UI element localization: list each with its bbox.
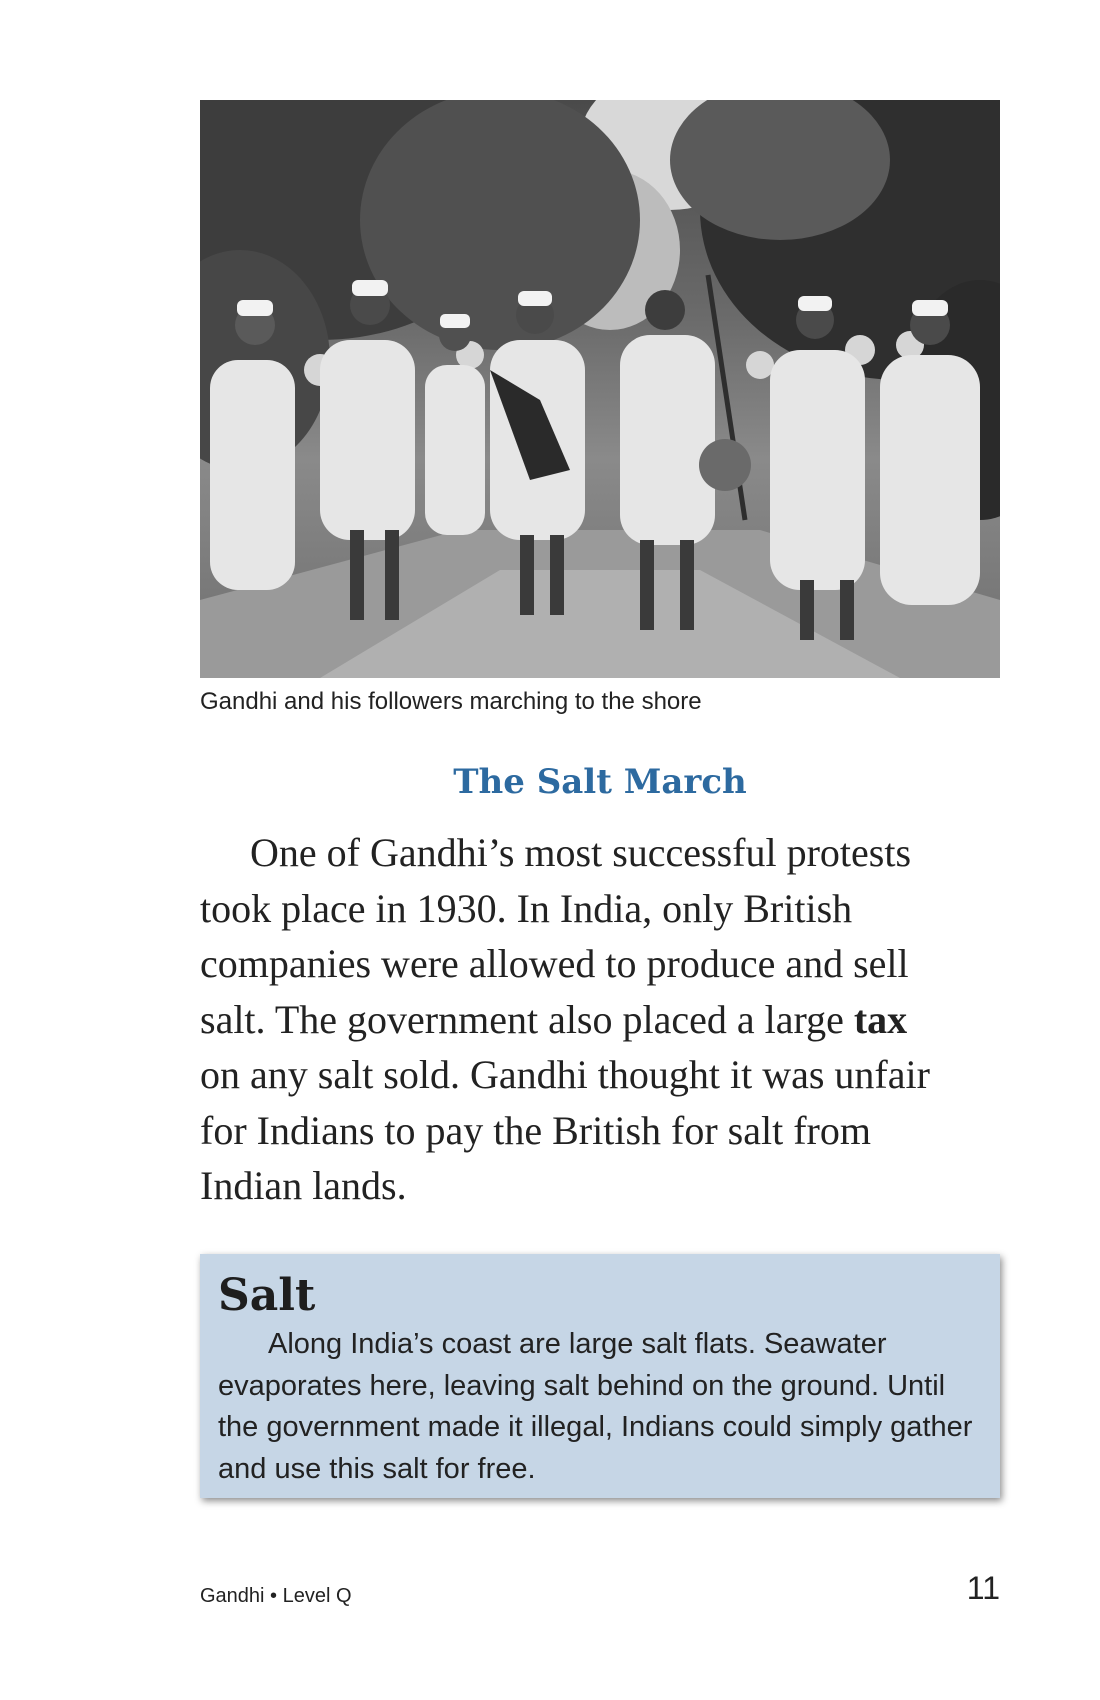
sidebar-line: the government made it illegal, Indians could simply gather	[218, 1411, 973, 1443]
sidebar-line: Along India’s coast are large salt flats. Seawater	[268, 1328, 887, 1360]
sidebar-line: and use this salt for free.	[218, 1452, 536, 1485]
photo-caption: Gandhi and his followers marching to the shore	[200, 688, 702, 715]
sidebar-title: Salt	[218, 1270, 316, 1321]
body-line-text: salt. The government also placed a large	[200, 996, 854, 1042]
page-number: 11	[966, 1570, 1000, 1606]
marchers-photo	[200, 100, 1000, 678]
body-line-with-bold	[200, 992, 1010, 1048]
body-paragraph	[200, 825, 1010, 1214]
body-line: Indian lands.	[200, 1163, 407, 1208]
body-line: on any salt sold. Gandhi thought it was unfair	[200, 1052, 930, 1097]
bold-word-tax: tax	[853, 996, 908, 1042]
body-line: for Indians to pay the British for salt from	[200, 1107, 871, 1153]
photo-illustration	[200, 100, 1000, 678]
body-line: companies were allowed to produce and sell	[200, 941, 909, 986]
salt-sidebar-box	[200, 1254, 1000, 1498]
body-line: One of Gandhi’s most successful protests	[250, 830, 912, 875]
sidebar-paragraph	[218, 1324, 982, 1490]
section-title: The Salt March	[453, 762, 747, 802]
footer-book-title: Gandhi • Level Q	[200, 1585, 352, 1607]
body-line: took place in 1930. In India, only British	[200, 885, 853, 931]
sidebar-line: evaporates here, leaving salt behind on the ground. Until	[218, 1369, 946, 1402]
